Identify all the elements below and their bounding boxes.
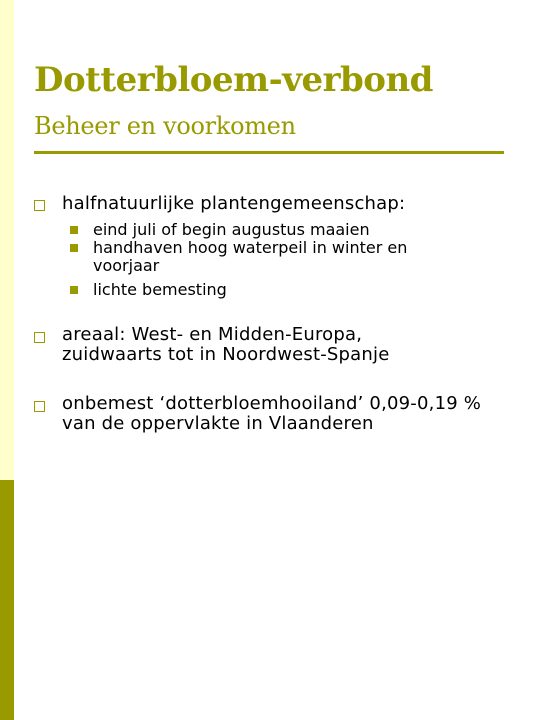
subbullet-text: handhaven hoog waterpeil in winter en voorjaar: [93, 238, 408, 275]
slide-title: Dotterbloem-verbond: [34, 60, 433, 100]
bullet-square-icon: [34, 196, 45, 216]
title-divider: [34, 151, 504, 154]
subbullet-text: lichte bemesting: [93, 280, 227, 299]
slide-subtitle: Beheer en voorkomen: [34, 112, 296, 140]
sidebar-accent-dark: [0, 480, 14, 720]
bullet-text: areaal: West- en Midden-Europa, zuidwaarts tot in Noordwest-Spanje: [62, 324, 390, 365]
subbullet-square-icon: [70, 226, 78, 234]
bullet-square-icon: [34, 328, 45, 348]
subbullet-text: eind juli of begin augustus maaien: [93, 220, 370, 239]
subbullet-square-icon: [70, 286, 78, 294]
sidebar-accent-light: [0, 0, 14, 480]
bullet-text: onbemest ‘dotterbloemhooiland’ 0,09-0,19 % van de oppervlakte in Vlaanderen: [62, 393, 482, 434]
bullet-square-icon: [34, 397, 45, 417]
bullet-text: halfnatuurlijke plantengemeenschap:: [62, 193, 406, 214]
subbullet-square-icon: [70, 244, 78, 252]
